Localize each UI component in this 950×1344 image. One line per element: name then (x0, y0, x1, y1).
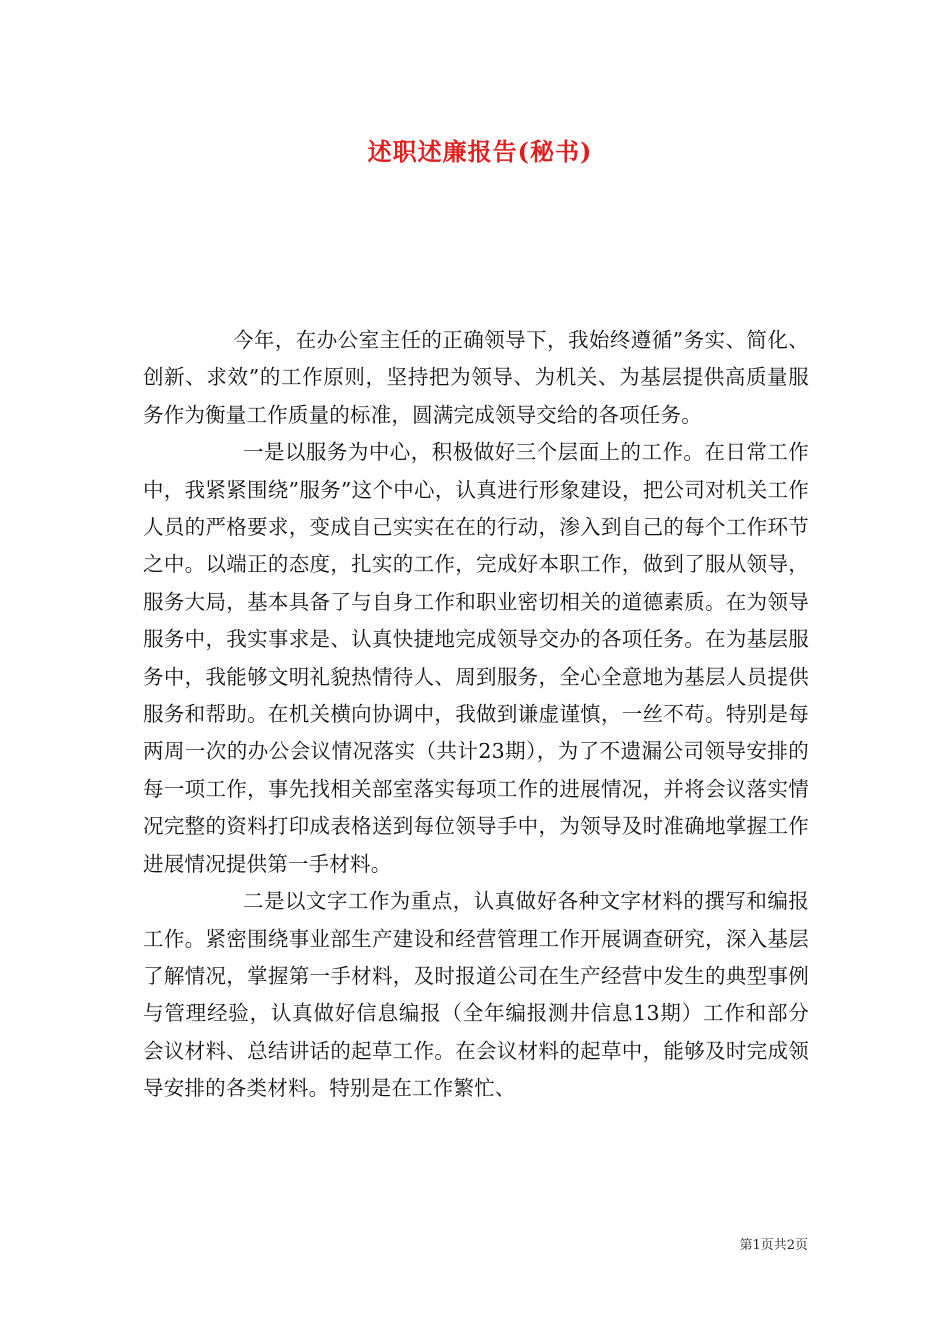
document-title: 述职述廉报告(秘书) (367, 137, 593, 166)
page-number: 第1页共2页 (739, 1238, 808, 1253)
paragraph-writing: 二是以文字工作为重点，认真做好各种文字材料的撰写和编报工作。紧密围绕事业部生产建设和经营管理工作开展调查研究，深入基层了解情况，掌握第一手材料，及时报道公司在生产经营中发生的典型事例与管理经验，认真做好信息编报（全年编报测井信息13期）工作和部分会议材料、总结讲话的起草工作。在会议材料的起草中，能够及时完成领导安排的各类材料。特别是在工作繁忙、 (143, 889, 809, 1101)
document-body (143, 322, 809, 1108)
paragraph-service: 一是以服务为中心，积极做好三个层面上的工作。在日常工作中，我紧紧围绕”服务”这个中心，认真进行形象建设，把公司对机关工作人员的严格要求，变成自己实实在在的行动，渗入到自己的每个工作环节之中。以端正的态度，扎实的工作，完成好本职工作，做到了服从领导，服务大局，基本具备了与自身工作和职业密切相关的道德素质。在为领导服务中，我实事求是、认真快捷地完成领导交办的各项任务。在为基层服务中，我能够文明礼貌热情待人、周到服务，全心全意地为基层人员提供服务和帮助。在机关横向协调中，我做到谦虚谨慎，一丝不苟。特别是每两周一次的办公会议情况落实（共计23期），为了不遗漏公司领导安排的每一项工作，事先找相关部室落实每项工作的进展情况，并将会议落实情况完整的资料打印成表格送到每位领导手中，为领导及时准确地掌握工作进展情况提供第一手材料。 (143, 440, 809, 876)
paragraph-intro: 今年，在办公室主任的正确领导下，我始终遵循”务实、简化、创新、求效”的工作原则，坚持把为领导、为机关、为基层提供高质量服务作为衡量工作质量的标准，圆满完成领导交给的各项任务。 (143, 328, 809, 427)
